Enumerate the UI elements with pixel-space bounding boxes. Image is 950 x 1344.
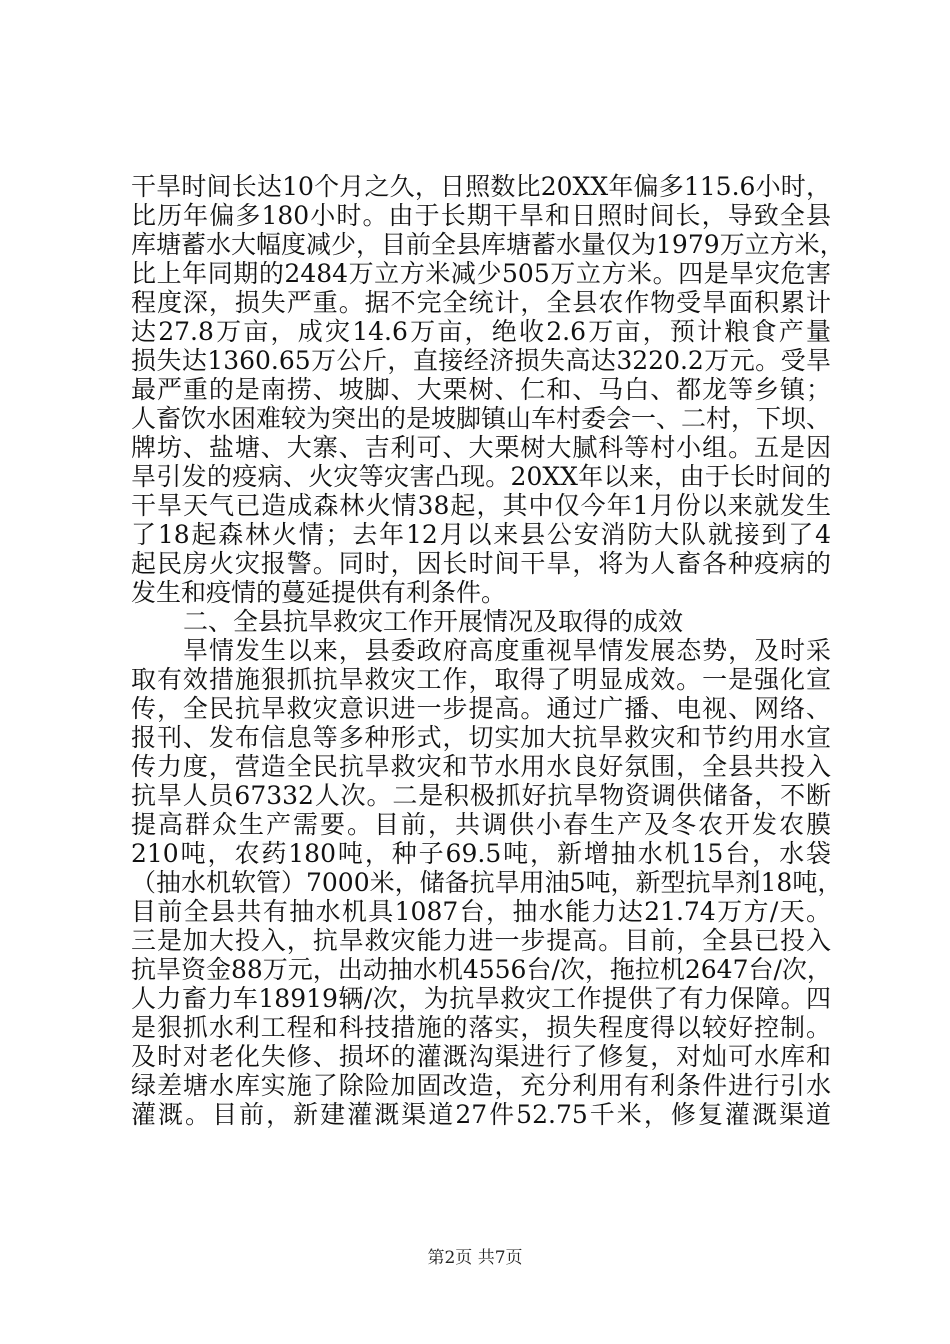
text-line: 达27.8万亩，成灾14.6万亩，绝收2.6万亩，预计粮食产量: [131, 317, 831, 346]
text-line: 库塘蓄水大幅度减少，目前全县库塘蓄水量仅为1979万立方米，: [131, 230, 845, 259]
text-line: 起民房火灾报警。同时，因长时间干旱，将为人畜各种疫病的: [131, 549, 831, 578]
text-line: 程度深，损失严重。据不完全统计，全县农作物受旱面积累计: [131, 288, 831, 317]
text-line: 210吨，农药180吨，种子69.5吨，新增抽水机15台，水袋: [131, 839, 831, 868]
paragraph-relief-work: [131, 636, 843, 1129]
text-line: 旱引发的疫病、火灾等灾害凸现。20XX年以来，由于长时间的: [131, 462, 831, 491]
text-line: 人力畜力车18919辆/次，为抗旱救灾工作提供了有力保障。四: [131, 984, 831, 1013]
text-line: 报刊、发布信息等多种形式，切实加大抗旱救灾和节约用水宣: [131, 723, 831, 752]
text-line: 比上年同期的2484万立方米减少505万立方米。四是旱灾危害: [131, 259, 831, 288]
text-line: 损失达1360.65万公斤，直接经济损失高达3220.2万元。受旱: [131, 346, 831, 375]
paragraph-drought-impact: [131, 172, 845, 607]
text-line: 干旱天气已造成森林火情38起，其中仅今年1月份以来就发生: [131, 491, 831, 520]
text-line: 了18起森林火情；去年12月以来县公安消防大队就接到了4: [131, 520, 831, 549]
text-line: 最严重的是南捞、坡脚、大栗树、仁和、马白、都龙等乡镇；: [131, 375, 831, 404]
text-line: 取有效措施狠抓抗旱救灾工作，取得了明显成效。一是强化宣: [131, 665, 831, 694]
text-line: 传力度，营造全民抗旱救灾和节水用水良好氛围，全县共投入: [131, 752, 831, 781]
text-line: （抽水机软管）7000米，储备抗旱用油5吨，新型抗旱剂18吨，: [131, 868, 843, 897]
section-heading: 二、全县抗旱救灾工作开展情况及取得的成效: [183, 607, 684, 636]
document-body: [131, 172, 845, 1129]
text-line: 传，全民抗旱救灾意识进一步提高。通过广播、电视、网络、: [131, 694, 831, 723]
text-line: 抗旱资金88万元，出动抽水机4556台/次，拖拉机2647台/次，: [131, 955, 832, 984]
text-line: 抗旱人员67332人次。二是积极抓好抗旱物资调供储备，不断: [131, 781, 831, 810]
text-line: 绿差塘水库实施了除险加固改造，充分利用有利条件进行引水: [131, 1071, 831, 1100]
text-line: 比历年偏多180小时。由于长期干旱和日照时间长，导致全县: [131, 201, 831, 230]
text-line: 提高群众生产需要。目前，共调供小春生产及冬农开发农膜: [131, 810, 831, 839]
page-number-footer: 第2页 共7页: [427, 1248, 523, 1268]
text-line: 灌溉。目前，新建灌溉渠道27件52.75千米，修复灌溉渠道: [131, 1100, 831, 1129]
text-line: 及时对老化失修、损坏的灌溉沟渠进行了修复，对灿可水库和: [131, 1042, 831, 1071]
text-line: 发生和疫情的蔓延提供有利条件。: [131, 578, 507, 607]
text-line: 旱情发生以来，县委政府高度重视旱情发展态势，及时采: [183, 636, 831, 665]
text-line: 干旱时间长达10个月之久，日照数比20XX年偏多115.6小时，: [131, 172, 831, 201]
text-line: 人畜饮水困难较为突出的是坡脚镇山车村委会一、二村，下坝、: [131, 404, 832, 433]
text-line: 是狠抓水利工程和科技措施的落实，损失程度得以较好控制。: [131, 1013, 831, 1042]
text-line: 目前全县共有抽水机具1087台，抽水能力达21.74万方/天。: [131, 897, 831, 926]
text-line: 牌坊、盐塘、大寨、吉利可、大栗树大腻科等村小组。五是因: [131, 433, 831, 462]
text-line: 三是加大投入，抗旱救灾能力进一步提高。目前，全县已投入: [131, 926, 831, 955]
